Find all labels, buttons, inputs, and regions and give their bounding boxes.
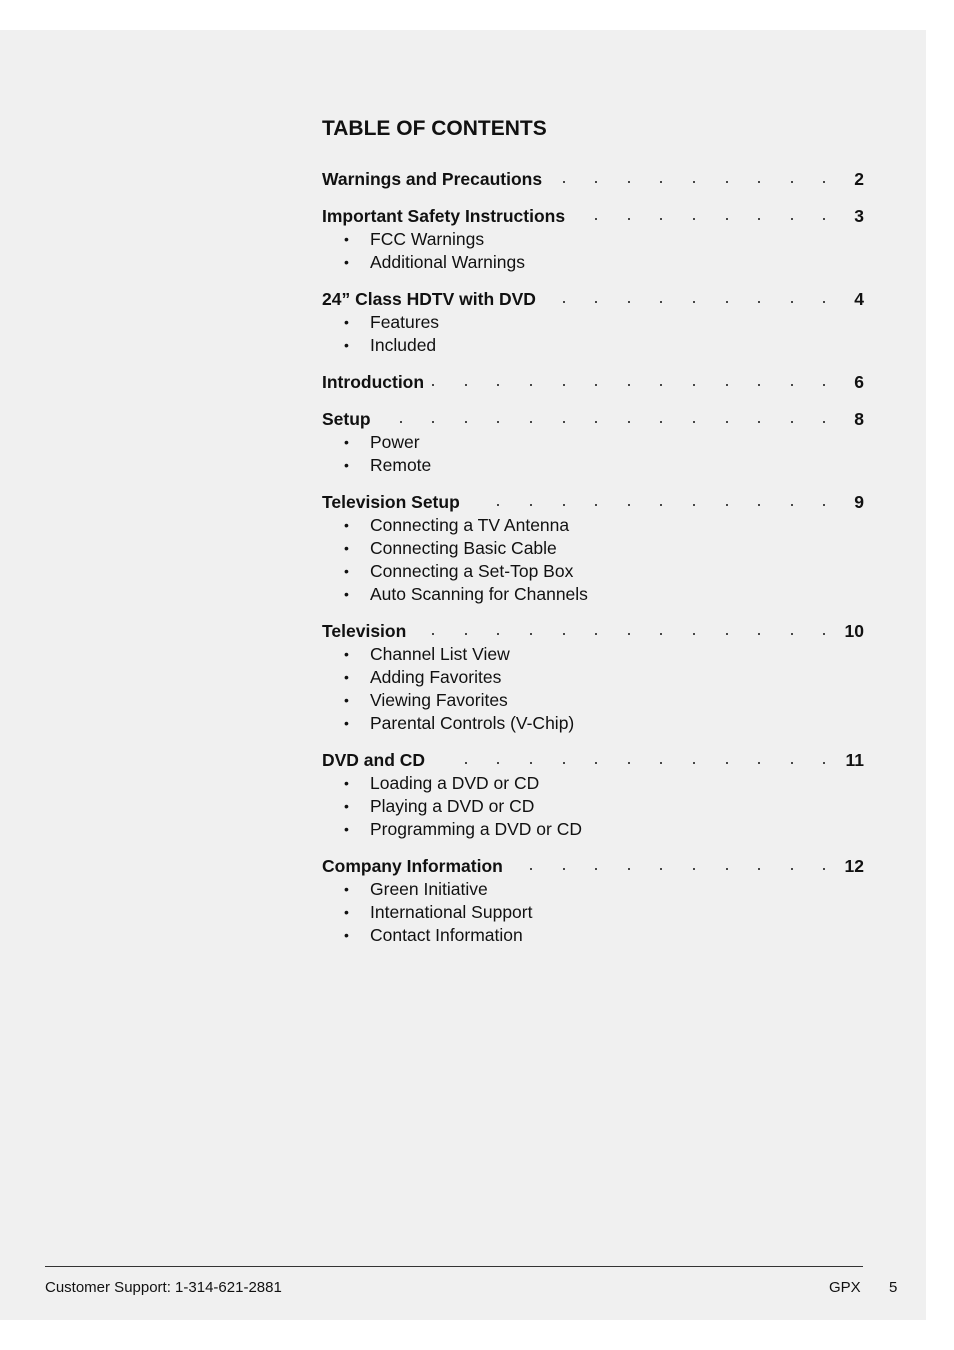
leader-dot — [563, 421, 565, 423]
leader-dot — [693, 301, 695, 303]
leader-dot — [791, 421, 793, 423]
leader-dot — [791, 384, 793, 386]
toc-subitems — [322, 431, 864, 477]
leader-dot — [530, 868, 532, 870]
toc-subitem[interactable] — [322, 431, 864, 454]
leader-dot — [628, 421, 630, 423]
bullet-icon: • — [344, 314, 349, 330]
leader-dot — [595, 301, 597, 303]
leader-dot — [758, 868, 760, 870]
leader-dot — [823, 301, 825, 303]
leader-dot — [823, 218, 825, 220]
toc-section — [322, 167, 864, 191]
toc-entry[interactable] — [322, 490, 864, 514]
leader-dot — [628, 301, 630, 303]
leader-dot — [660, 301, 662, 303]
leader-dot — [465, 633, 467, 635]
leader-dot — [628, 633, 630, 635]
toc-subitem-label: Loading a DVD or CD — [370, 773, 540, 793]
leader-dot — [823, 181, 825, 183]
toc-subitem[interactable] — [322, 251, 864, 274]
toc-subitem[interactable] — [322, 878, 864, 901]
leader-dot — [726, 504, 728, 506]
leader-dot — [758, 181, 760, 183]
leader-dot — [660, 181, 662, 183]
leader-dot — [497, 421, 499, 423]
toc-section — [322, 204, 864, 274]
footer-page-number: 5 — [889, 1279, 898, 1296]
leader-dot — [758, 384, 760, 386]
toc-section — [322, 748, 864, 841]
toc-subitem[interactable] — [322, 689, 864, 712]
toc-entry[interactable] — [322, 204, 864, 228]
toc-subitem[interactable] — [322, 901, 864, 924]
toc-subitems — [322, 228, 864, 274]
leader-dot — [563, 762, 565, 764]
toc-entry-title: Television — [322, 621, 407, 641]
toc-entry-page: 12 — [844, 856, 864, 876]
leader-dot — [595, 421, 597, 423]
bullet-icon: • — [344, 254, 349, 270]
leader-dot — [758, 301, 760, 303]
leader-dot — [758, 504, 760, 506]
leader-dot — [791, 633, 793, 635]
toc-entry[interactable] — [322, 167, 864, 191]
leader-dot — [823, 868, 825, 870]
toc-sections — [322, 167, 864, 947]
toc-entry-title: Important Safety Instructions — [322, 206, 566, 226]
bullet-icon: • — [344, 231, 349, 247]
bullet-icon: • — [344, 775, 349, 791]
toc-entry[interactable] — [322, 748, 864, 772]
toc-subitem-label: Included — [370, 335, 437, 355]
toc-subitems — [322, 311, 864, 357]
toc-section — [322, 490, 864, 606]
leader-dot — [563, 181, 565, 183]
bullet-icon: • — [344, 646, 349, 662]
leader-dot — [497, 504, 499, 506]
toc-entry[interactable] — [322, 619, 864, 643]
leader-dot — [758, 218, 760, 220]
toc-entry-title: Company Information — [322, 856, 503, 876]
leader-dot — [530, 384, 532, 386]
leader-dot — [628, 384, 630, 386]
toc-entry[interactable] — [322, 287, 864, 311]
leader-dot — [530, 633, 532, 635]
leader-dot — [758, 421, 760, 423]
toc-subitems — [322, 643, 864, 735]
dot-leader — [322, 407, 864, 431]
leader-dot — [660, 421, 662, 423]
toc-subitem[interactable] — [322, 334, 864, 357]
toc-entry-title: 24” Class HDTV with DVD — [322, 289, 536, 309]
leader-dot — [726, 181, 728, 183]
leader-dot — [400, 421, 402, 423]
toc-entry-title: Television Setup — [322, 492, 460, 512]
leader-dot — [693, 384, 695, 386]
toc-subitem[interactable] — [322, 712, 864, 735]
leader-dot — [823, 421, 825, 423]
bullet-icon: • — [344, 927, 349, 943]
toc-subitem-label: Power — [370, 432, 420, 452]
leader-dot — [595, 384, 597, 386]
toc-entry-title: Setup — [322, 409, 371, 429]
bullet-icon: • — [344, 563, 349, 579]
leader-dot — [726, 868, 728, 870]
toc-subitem-label: FCC Warnings — [370, 229, 485, 249]
toc-subitems — [322, 514, 864, 606]
toc-subitem-label: Connecting Basic Cable — [370, 538, 557, 558]
toc-section — [322, 287, 864, 357]
toc-entry-page: 11 — [845, 750, 864, 770]
leader-dot — [791, 218, 793, 220]
bullet-icon: • — [344, 798, 349, 814]
footer-support: Customer Support: 1-314-621-2881 — [45, 1279, 282, 1296]
leader-dot — [791, 762, 793, 764]
leader-dot — [823, 762, 825, 764]
leader-dot — [693, 633, 695, 635]
footer-brand: GPX — [829, 1279, 861, 1296]
toc-subitem-label: Contact Information — [370, 925, 523, 945]
footer-divider — [45, 1266, 863, 1267]
bullet-icon: • — [344, 337, 349, 353]
toc-entry-page: 2 — [854, 169, 864, 189]
toc-subitem-label: Adding Favorites — [370, 667, 502, 687]
toc-subitem[interactable] — [322, 666, 864, 689]
leader-dot — [660, 633, 662, 635]
toc-subitem-label: Viewing Favorites — [370, 690, 508, 710]
toc-subitems — [322, 878, 864, 947]
toc-subitem-label: Remote — [370, 455, 432, 475]
leader-dot — [595, 868, 597, 870]
toc-subitem-label: Connecting a Set-Top Box — [370, 561, 574, 581]
leader-dot — [465, 762, 467, 764]
toc-subitem-label: Playing a DVD or CD — [370, 796, 535, 816]
toc-subitem[interactable] — [322, 643, 864, 666]
leader-dot — [563, 384, 565, 386]
bullet-icon: • — [344, 692, 349, 708]
bullet-icon: • — [344, 457, 349, 473]
table-of-contents — [322, 116, 864, 960]
leader-dot — [497, 633, 499, 635]
leader-dot — [693, 421, 695, 423]
toc-subitem-label: Green Initiative — [370, 879, 488, 899]
leader-dot — [563, 868, 565, 870]
toc-subitem[interactable] — [322, 454, 864, 477]
toc-subitem-label: Additional Warnings — [370, 252, 525, 272]
toc-entry-title: DVD and CD — [322, 750, 426, 770]
leader-dot — [530, 421, 532, 423]
leader-dot — [693, 218, 695, 220]
toc-entry-title: Introduction — [322, 372, 425, 392]
leader-dot — [530, 762, 532, 764]
toc-subitem[interactable] — [322, 818, 864, 841]
bullet-icon: • — [344, 586, 349, 602]
leader-dot — [628, 504, 630, 506]
leader-dot — [660, 218, 662, 220]
leader-dot — [726, 762, 728, 764]
bullet-icon: • — [344, 904, 349, 920]
toc-entry-page: 4 — [854, 289, 864, 309]
leader-dot — [595, 181, 597, 183]
toc-section — [322, 619, 864, 735]
toc-subitem[interactable] — [322, 795, 864, 818]
toc-subitem[interactable] — [322, 311, 864, 334]
leader-dot — [823, 504, 825, 506]
leader-dot — [726, 421, 728, 423]
leader-dot — [693, 504, 695, 506]
toc-entry-page: 3 — [854, 206, 864, 226]
leader-dot — [726, 633, 728, 635]
bullet-icon: • — [344, 517, 349, 533]
leader-dot — [758, 762, 760, 764]
toc-subitem-label: Features — [370, 312, 440, 332]
leader-dot — [726, 384, 728, 386]
leader-dot — [791, 504, 793, 506]
toc-subitem-label: Parental Controls (V-Chip) — [370, 713, 575, 733]
toc-subitems — [322, 772, 864, 841]
leader-dot — [595, 218, 597, 220]
toc-subitem[interactable] — [322, 772, 864, 795]
toc-entry[interactable] — [322, 370, 864, 394]
toc-section — [322, 370, 864, 394]
leader-dot — [497, 762, 499, 764]
leader-dot — [823, 384, 825, 386]
toc-subitem[interactable] — [322, 514, 864, 537]
leader-dot — [791, 301, 793, 303]
bullet-icon: • — [344, 434, 349, 450]
leader-dot — [660, 384, 662, 386]
leader-dot — [823, 633, 825, 635]
toc-subitem-label: Connecting a TV Antenna — [370, 515, 570, 535]
toc-entry[interactable] — [322, 854, 864, 878]
leader-dot — [465, 421, 467, 423]
leader-dot — [530, 504, 532, 506]
bullet-icon: • — [344, 821, 349, 837]
toc-title: TABLE OF CONTENTS — [322, 117, 547, 140]
leader-dot — [693, 762, 695, 764]
toc-subitem-label: Channel List View — [370, 644, 510, 664]
leader-dot — [628, 868, 630, 870]
leader-dot — [791, 868, 793, 870]
toc-subitem[interactable] — [322, 537, 864, 560]
toc-entry-page: 6 — [854, 372, 864, 392]
toc-entry-title: Warnings and Precautions — [322, 169, 543, 189]
toc-entry-page: 8 — [854, 409, 864, 429]
bullet-icon: • — [344, 669, 349, 685]
leader-dot — [660, 868, 662, 870]
toc-subitem-label: Auto Scanning for Channels — [370, 584, 588, 604]
toc-entry-page: 9 — [854, 492, 864, 512]
toc-entry-page: 10 — [844, 621, 864, 641]
leader-dot — [432, 384, 434, 386]
leader-dot — [758, 633, 760, 635]
leader-dot — [726, 301, 728, 303]
leader-dot — [595, 633, 597, 635]
leader-dot — [595, 762, 597, 764]
bullet-icon: • — [344, 540, 349, 556]
toc-entry[interactable] — [322, 407, 864, 431]
leader-dot — [497, 384, 499, 386]
leader-dot — [595, 504, 597, 506]
toc-section — [322, 854, 864, 947]
toc-subitem-label: International Support — [370, 902, 533, 922]
toc-subitem[interactable] — [322, 560, 864, 583]
toc-subitem[interactable] — [322, 228, 864, 251]
leader-dot — [628, 181, 630, 183]
leader-dot — [432, 633, 434, 635]
bullet-icon: • — [344, 715, 349, 731]
toc-subitem-label: Programming a DVD or CD — [370, 819, 582, 839]
leader-dot — [432, 421, 434, 423]
leader-dot — [693, 181, 695, 183]
leader-dot — [791, 181, 793, 183]
toc-subitem[interactable] — [322, 583, 864, 606]
leader-dot — [465, 384, 467, 386]
leader-dot — [563, 504, 565, 506]
leader-dot — [563, 633, 565, 635]
leader-dot — [726, 218, 728, 220]
leader-dot — [660, 504, 662, 506]
leader-dot — [693, 868, 695, 870]
leader-dot — [563, 301, 565, 303]
leader-dot — [660, 762, 662, 764]
toc-section — [322, 407, 864, 477]
leader-dot — [628, 762, 630, 764]
toc-subitem[interactable] — [322, 924, 864, 947]
bullet-icon: • — [344, 881, 349, 897]
leader-dot — [628, 218, 630, 220]
